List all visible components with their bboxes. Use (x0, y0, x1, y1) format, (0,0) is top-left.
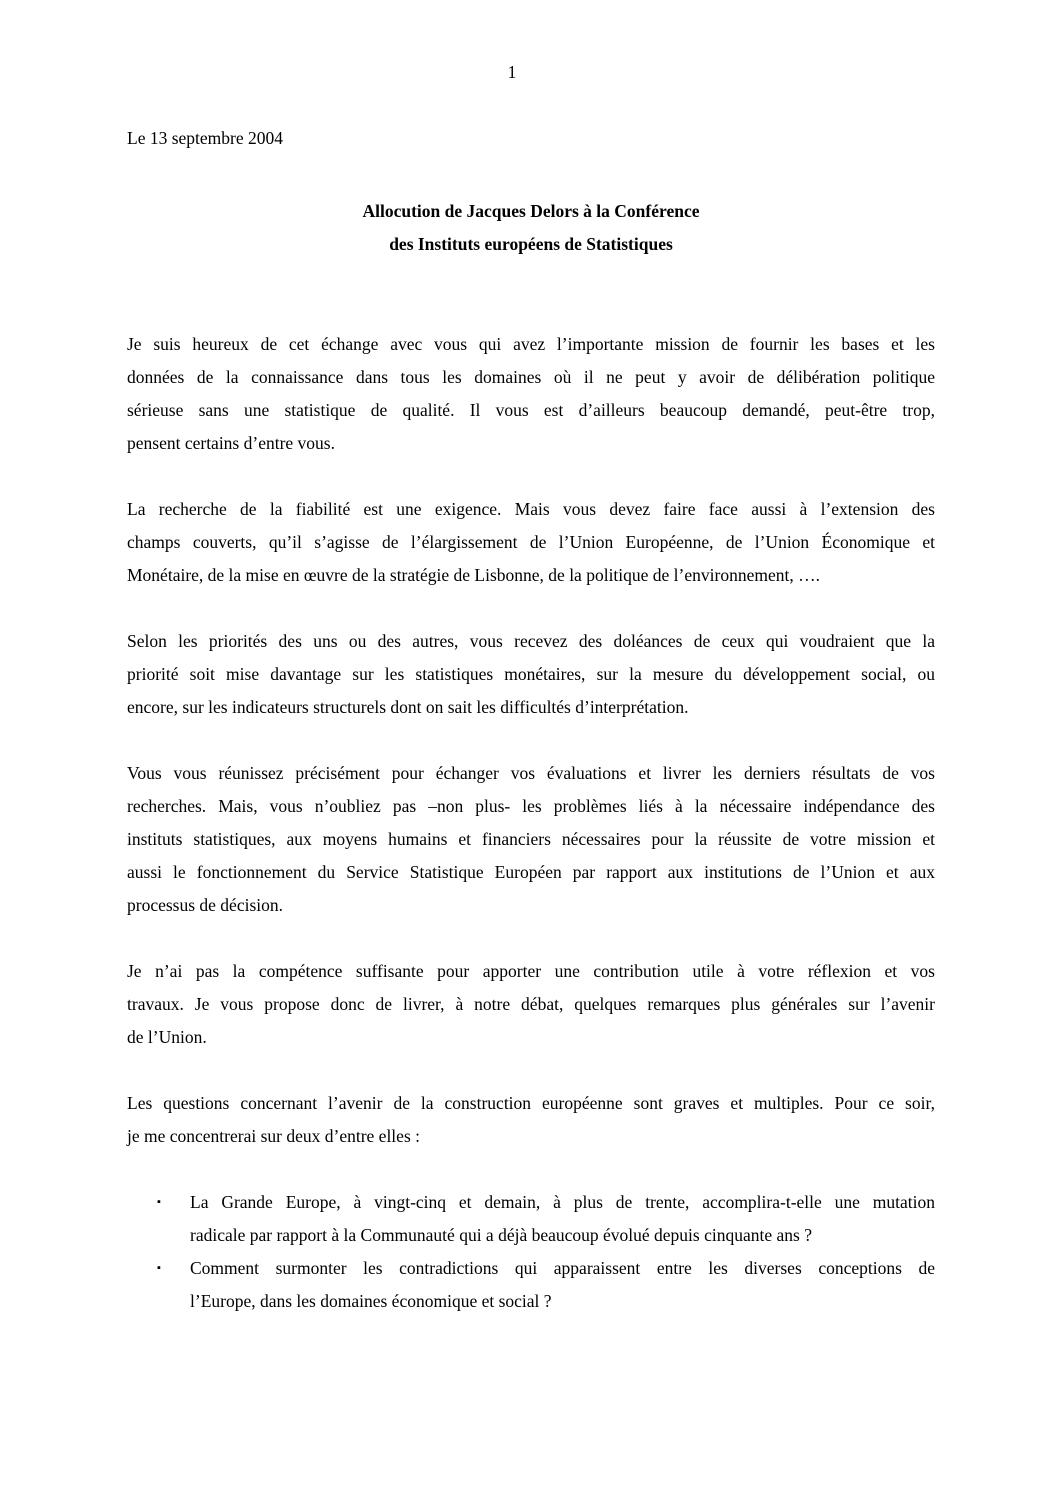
bullet-square-icon: ▪ (157, 1196, 161, 1208)
bullet-item (127, 1186, 935, 1252)
text-line: radicale par rapport à la Communauté qui a déjà beaucoup évolué depuis cinquante ans ? (190, 1225, 812, 1245)
paragraph (127, 493, 935, 592)
bullet-item (127, 1252, 935, 1318)
paragraph (127, 625, 935, 724)
title-line: des Instituts européens de Statistiques (389, 234, 673, 254)
text-line: champs couverts, qu’il s’agisse de l’élargissement de l’Union Européenne, de l’Union Économique et (127, 532, 935, 552)
text-line: Les questions concernant l’avenir de la construction européenne sont graves et multiples. Pour ce soir, (127, 1093, 935, 1113)
text-line: Je n’ai pas la compétence suffisante pour apporter une contribution utile à votre réflexion et vos (127, 961, 935, 981)
page-number: 1 (507, 62, 517, 82)
text-line: pensent certains d’entre vous. (127, 433, 335, 453)
text-line: La Grande Europe, à vingt-cinq et demain, à plus de trente, accomplira-t-elle une mutation (190, 1192, 935, 1212)
text-line: sérieuse sans une statistique de qualité. Il vous est d’ailleurs beaucoup demandé, peut-être trop, (127, 400, 935, 420)
text-line: de l’Union. (127, 1027, 207, 1047)
text-line: recherches. Mais, vous n’oubliez pas –non plus- les problèmes liés à la nécessaire indépendance des (127, 796, 935, 816)
text-line: Comment surmonter les contradictions qui apparaissent entre les diverses conceptions de (190, 1258, 935, 1278)
text-line: Selon les priorités des uns ou des autres, vous recevez des doléances de ceux qui voudraient que la (127, 631, 935, 651)
bullet-square-icon: ▪ (157, 1262, 161, 1274)
text-line: priorité soit mise davantage sur les statistiques monétaires, sur la mesure du développement social, ou (127, 664, 935, 684)
text-line: Je suis heureux de cet échange avec vous qui avez l’importante mission de fournir les bases et les (127, 334, 935, 354)
text-line: travaux. Je vous propose donc de livrer, à notre débat, quelques remarques plus générales sur l’avenir (127, 994, 935, 1014)
paragraph (127, 1087, 935, 1153)
document-date: Le 13 septembre 2004 (127, 128, 283, 148)
title-line: Allocution de Jacques Delors à la Conférence (362, 201, 700, 221)
text-line: processus de décision. (127, 895, 284, 915)
text-line: Monétaire, de la mise en œuvre de la stratégie de Lisbonne, de la politique de l’environnement, …. (127, 565, 820, 585)
text-line: Vous vous réunissez précisément pour échanger vos évaluations et livrer les derniers résultats de vos (127, 763, 935, 783)
text-line: La recherche de la fiabilité est une exigence. Mais vous devez faire face aussi à l’extension des (127, 499, 935, 519)
text-line: aussi le fonctionnement du Service Statistique Européen par rapport aux institutions de l’Union et aux (127, 862, 935, 882)
paragraph (127, 328, 935, 460)
bullet-list (127, 1186, 935, 1318)
text-line: je me concentrerai sur deux d’entre elles : (127, 1126, 420, 1146)
text-line: instituts statistiques, aux moyens humains et financiers nécessaires pour la réussite de votre mission et (127, 829, 935, 849)
document-title (127, 195, 935, 261)
text-line: encore, sur les indicateurs structurels dont on sait les difficultés d’interprétation. (127, 697, 689, 717)
document-body (127, 328, 935, 1318)
paragraph (127, 757, 935, 922)
text-line: l’Europe, dans les domaines économique et social ? (190, 1291, 552, 1311)
text-line: données de la connaissance dans tous les domaines où il ne peut y avoir de délibération politique (127, 367, 935, 387)
paragraph (127, 955, 935, 1054)
